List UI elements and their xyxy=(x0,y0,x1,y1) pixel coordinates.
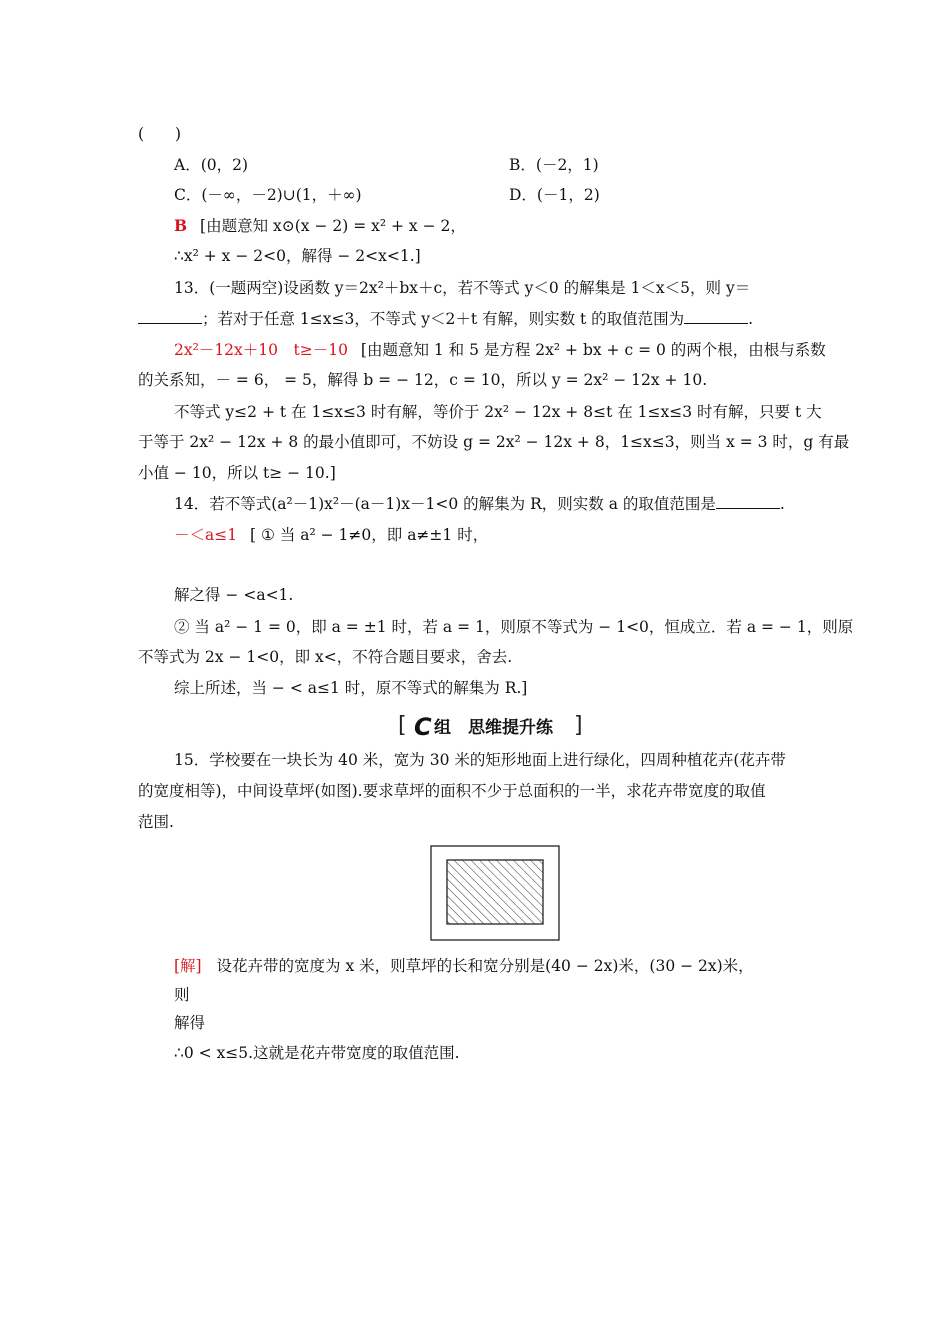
section-left-bracket: [ xyxy=(398,713,407,738)
q14-answer: －＜a≤1 xyxy=(174,526,238,544)
q14-blank xyxy=(716,494,780,509)
q13-explanation-3: 不等式 y≤2 + t 在 1≤x≤3 时有解，等价于 2x² − 12x + 8≤t 在 1≤x≤3 时有解，只要 t 大 xyxy=(174,403,822,421)
q14-stem-end: . xyxy=(779,495,785,513)
q13-exp-text: [由题意知 1 和 5 是方程 2x² + bx + c = 0 的两个根，由根与系数 xyxy=(360,341,826,359)
q12-explanation-2: ∴x² + x − 2<0，解得 − 2<x<1.] xyxy=(174,247,421,265)
q15-solution-text: 设花卉带的宽度为 x 米，则草坪的长和宽分别是(40 − 2x)米，(30 − 2x)米， xyxy=(216,957,754,975)
q13-stem-end: . xyxy=(748,310,754,328)
q12-option-b: B．(－2，1) xyxy=(509,156,599,174)
q13-explanation-2: 的关系知，－ = 6， = 5，解得 b = − 12，c = 10，所以 y = 2x² − 12x + 10. xyxy=(138,371,708,389)
q15-solution-tag: [解] xyxy=(174,957,202,975)
q12-explanation-1 xyxy=(174,216,466,236)
q14-exp-text: [ ① 当 a² − 1≠0，即 a≠±1 时， xyxy=(250,526,489,544)
q15-solution-2: 则 xyxy=(174,986,190,1004)
q14-explanation-2: 解之得 − <a<1. xyxy=(174,586,294,604)
q12-answer: B xyxy=(174,216,188,235)
q13-explanation-4: 于等于 2x² − 12x + 8 的最小值即可，不妨设 g = 2x² − 12x + 8，1≤x≤3，则当 x = 3 时，g 有最 xyxy=(138,433,850,451)
q12-paren: ( ) xyxy=(138,125,182,143)
q14-explanation-3: ② 当 a² − 1 = 0，即 a = ±1 时，若 a = 1，则原不等式为 − 1<0，恒成立．若 a = − 1，则原 xyxy=(174,618,854,636)
q13-blank-1 xyxy=(138,309,202,324)
q15-solution-3: 解得 xyxy=(174,1014,206,1032)
q12-option-a: A．(0，2) xyxy=(174,156,249,174)
q14-stem-text: 14．若不等式(a²－1)x²－(a－1)x－1<0 的解集为 R，则实数 a 的取值范围是 xyxy=(174,495,716,513)
section-right-bracket: ] xyxy=(574,713,583,738)
q13-explanation-5: 小值 − 10，所以 t≥ − 10.] xyxy=(138,464,336,482)
q15-solution-4: ∴0 < x≤5.这就是花卉带宽度的取值范围. xyxy=(174,1044,460,1062)
q14-explanation-5: 综上所述，当 − < a≤1 时，原不等式的解集为 R.] xyxy=(174,679,528,697)
q15-stem-2: 的宽度相等)，中间设草坪(如图).要求草坪的面积不少于总面积的一半，求花卉带宽度的取值 xyxy=(138,782,766,800)
q13-stem-2 xyxy=(138,309,753,329)
garden-figure xyxy=(430,845,560,941)
q14-explanation-1 xyxy=(174,525,488,545)
q15-stem-3: 范围. xyxy=(138,813,174,831)
q12-exp-text: [由题意知 x⊙(x − 2) = x² + x − 2， xyxy=(200,217,466,235)
section-title: 组 思维提升练 xyxy=(434,718,553,738)
lawn-rect xyxy=(447,860,543,924)
q15-stem-1: 15．学校要在一块长为 40 米，宽为 30 米的矩形地面上进行绿化，四周种植花卉(花卉带 xyxy=(174,751,786,769)
q14-stem xyxy=(174,494,785,514)
q13-explanation-1 xyxy=(174,340,826,360)
q12-option-d: D．(－1，2) xyxy=(509,186,600,204)
q13-stem-text: ；若对于任意 1≤x≤3，不等式 y＜2＋t 有解，则实数 t 的取值范围为 xyxy=(202,310,685,328)
q13-blank-2 xyxy=(684,309,748,324)
q14-explanation-4: 不等式为 2x − 1<0，即 x<，不符合题目要求，舍去. xyxy=(138,648,513,666)
q15-solution-1 xyxy=(174,956,754,976)
q12-option-c: C．(－∞，－2)∪(1，＋∞) xyxy=(174,186,362,204)
section-letter: C xyxy=(414,713,432,741)
section-header xyxy=(398,713,588,741)
q13-answer: 2x²－12x＋10 t≥－10 xyxy=(174,341,348,359)
q13-stem-1: 13．(一题两空)设函数 y＝2x²＋bx＋c，若不等式 y＜0 的解集是 1＜x＜5，则 y＝ xyxy=(174,279,751,297)
